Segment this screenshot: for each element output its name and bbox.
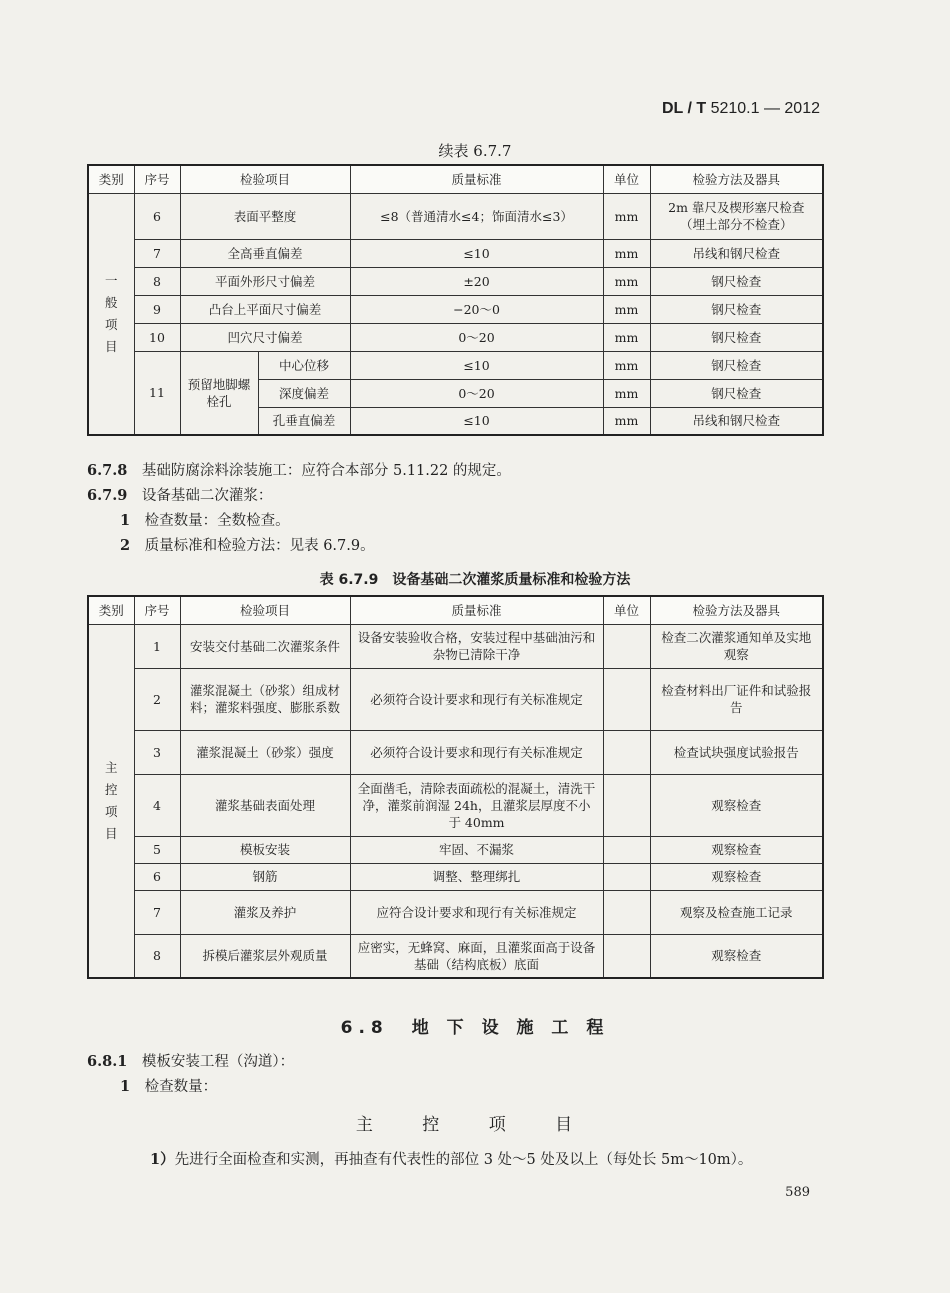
- row-unit: mm: [603, 379, 650, 407]
- row-standard: 必须符合设计要求和现行有关标准规定: [350, 730, 603, 774]
- row-unit: mm: [603, 351, 650, 379]
- row-item: 表面平整度: [180, 193, 350, 239]
- row-method: 钢尺检查: [650, 351, 823, 379]
- table-row: [88, 774, 823, 836]
- row-no: 6: [134, 193, 180, 239]
- row-no: 3: [134, 730, 180, 774]
- row-unit: mm: [603, 295, 650, 323]
- row-unit: [603, 624, 650, 668]
- section-heading: 6.8 地 下 设 施 工 程: [340, 1018, 610, 1038]
- row-no: 4: [134, 774, 180, 836]
- row-standard: 应符合设计要求和现行有关标准规定: [350, 890, 603, 934]
- row-method: 观察检查: [650, 836, 823, 863]
- table-row: [88, 193, 823, 239]
- header-method: 检验方法及器具: [650, 165, 823, 193]
- row-item: 凸台上平面尺寸偏差: [180, 295, 350, 323]
- category-cell: 一 般 项 目: [88, 193, 134, 435]
- row-item: 安装交付基础二次灌浆条件: [180, 624, 350, 668]
- row-standard: 全面凿毛，清除表面疏松的混凝土，清洗干净，灌浆前润湿 24h，且灌浆层厚度不小于 40mm: [350, 774, 603, 836]
- row-method: 钢尺检查: [650, 267, 823, 295]
- header-item: 检验项目: [180, 165, 350, 193]
- row-item: 灌浆基础表面处理: [180, 774, 350, 836]
- row-method: 钢尺检查: [650, 323, 823, 351]
- row-method: 钢尺检查: [650, 295, 823, 323]
- row-standard: ±20: [350, 267, 603, 295]
- row-item: 钢筋: [180, 863, 350, 890]
- row-item: 凹穴尺寸偏差: [180, 323, 350, 351]
- table-6-7-9: [87, 595, 824, 979]
- row-unit: [603, 730, 650, 774]
- header-unit: 单位: [603, 165, 650, 193]
- row-unit: [603, 890, 650, 934]
- table-row: [88, 668, 823, 730]
- table-row: [88, 351, 823, 379]
- row-subitem: 孔垂直偏差: [258, 407, 350, 435]
- clause-item-2: 2 质量标准和检验方法：见表 6.7.9。: [120, 537, 375, 554]
- row-unit: [603, 668, 650, 730]
- sub-heading: 主 控 项 目: [355, 1115, 595, 1135]
- header-method: 检验方法及器具: [650, 596, 823, 624]
- row-method: 钢尺检查: [650, 379, 823, 407]
- row-method: 观察检查: [650, 774, 823, 836]
- row-standard: −20～0: [350, 295, 603, 323]
- clause-6-7-9: 6.7.9 设备基础二次灌浆：: [87, 487, 273, 504]
- row-item: 灌浆混凝土（砂浆）强度: [180, 730, 350, 774]
- row-method: 吊线和钢尺检查: [650, 239, 823, 267]
- row-standard: 0～20: [350, 323, 603, 351]
- row-item: 全高垂直偏差: [180, 239, 350, 267]
- row-no: 8: [134, 934, 180, 978]
- table-row: [88, 730, 823, 774]
- row-method: 检查二次灌浆通知单及实地观察: [650, 624, 823, 668]
- clause-item-1: 1 检查数量：全数检查。: [120, 512, 290, 529]
- row-no: 11: [134, 351, 180, 435]
- table-caption: 续表 6.7.7: [438, 142, 512, 160]
- row-unit: mm: [603, 267, 650, 295]
- clause-6-7-8: 6.7.8 基础防腐涂料涂装施工：应符合本部分 5.11.22 的规定。: [87, 462, 511, 479]
- clause-item-1: 1 检查数量：: [120, 1078, 218, 1095]
- row-unit: mm: [603, 239, 650, 267]
- row-group: 预留地脚螺栓孔: [180, 351, 258, 435]
- header-standard: 质量标准: [350, 165, 603, 193]
- document-id: DL / T 5210.1 — 2012: [661, 100, 820, 117]
- table-caption: 表 6.7.9 设备基础二次灌浆质量标准和检验方法: [319, 572, 631, 588]
- row-no: 2: [134, 668, 180, 730]
- row-unit: mm: [603, 193, 650, 239]
- row-unit: mm: [603, 407, 650, 435]
- row-method: 检查试块强度试验报告: [650, 730, 823, 774]
- header-no: 序号: [134, 165, 180, 193]
- page-number: 589: [785, 1185, 810, 1200]
- row-standard: 调整、整理绑扎: [350, 863, 603, 890]
- row-no: 8: [134, 267, 180, 295]
- table-row: [88, 934, 823, 978]
- table-header-row: [88, 596, 823, 624]
- row-unit: [603, 836, 650, 863]
- row-subitem: 中心位移: [258, 351, 350, 379]
- table-row: [88, 295, 823, 323]
- table-header-row: [88, 165, 823, 193]
- table-row: [88, 239, 823, 267]
- row-method: 检查材料出厂证件和试验报告: [650, 668, 823, 730]
- row-standard: 设备安装验收合格，安装过程中基础油污和杂物已清除干净: [350, 624, 603, 668]
- row-unit: mm: [603, 323, 650, 351]
- row-item: 拆模后灌浆层外观质量: [180, 934, 350, 978]
- row-unit: [603, 774, 650, 836]
- row-method: 2m 靠尺及楔形塞尺检查（埋土部分不检查）: [650, 193, 823, 239]
- row-no: 5: [134, 836, 180, 863]
- clause-6-8-1: 6.8.1 模板安装工程（沟道）：: [87, 1053, 295, 1070]
- table-6-7-7: [87, 164, 824, 436]
- row-item: 灌浆混凝土（砂浆）组成材料；灌浆料强度、膨胀系数: [180, 668, 350, 730]
- header-standard: 质量标准: [350, 596, 603, 624]
- table-row: [88, 836, 823, 863]
- table-row: [88, 323, 823, 351]
- row-standard: 牢固、不漏浆: [350, 836, 603, 863]
- row-standard: ≤10: [350, 407, 603, 435]
- header-item: 检验项目: [180, 596, 350, 624]
- row-method: 观察及检查施工记录: [650, 890, 823, 934]
- row-item: 模板安装: [180, 836, 350, 863]
- table-row: [88, 890, 823, 934]
- row-subitem: 深度偏差: [258, 379, 350, 407]
- row-method: 观察检查: [650, 934, 823, 978]
- row-no: 9: [134, 295, 180, 323]
- row-standard: 0～20: [350, 379, 603, 407]
- category-cell: 主 控 项 目: [88, 624, 134, 978]
- table-row: [88, 863, 823, 890]
- row-unit: [603, 934, 650, 978]
- row-method: 观察检查: [650, 863, 823, 890]
- header-category: 类别: [88, 596, 134, 624]
- header-unit: 单位: [603, 596, 650, 624]
- table-row: [88, 267, 823, 295]
- header-no: 序号: [134, 596, 180, 624]
- row-method: 吊线和钢尺检查: [650, 407, 823, 435]
- row-no: 7: [134, 239, 180, 267]
- row-item: 灌浆及养护: [180, 890, 350, 934]
- header-category: 类别: [88, 165, 134, 193]
- row-no: 6: [134, 863, 180, 890]
- row-standard: ≤10: [350, 351, 603, 379]
- row-standard: 应密实，无蜂窝、麻面，且灌浆面高于设备基础（结构底板）底面: [350, 934, 603, 978]
- row-no: 7: [134, 890, 180, 934]
- row-standard: ≤8（普通清水≤4；饰面清水≤3）: [350, 193, 603, 239]
- list-item: 1）先进行全面检查和实测，再抽查有代表性的部位 3 处～5 处及以上（每处长 5m～10m）。: [150, 1151, 753, 1168]
- row-no: 10: [134, 323, 180, 351]
- row-standard: ≤10: [350, 239, 603, 267]
- row-unit: [603, 863, 650, 890]
- table-row: [88, 624, 823, 668]
- row-item: 平面外形尺寸偏差: [180, 267, 350, 295]
- row-no: 1: [134, 624, 180, 668]
- row-standard: 必须符合设计要求和现行有关标准规定: [350, 668, 603, 730]
